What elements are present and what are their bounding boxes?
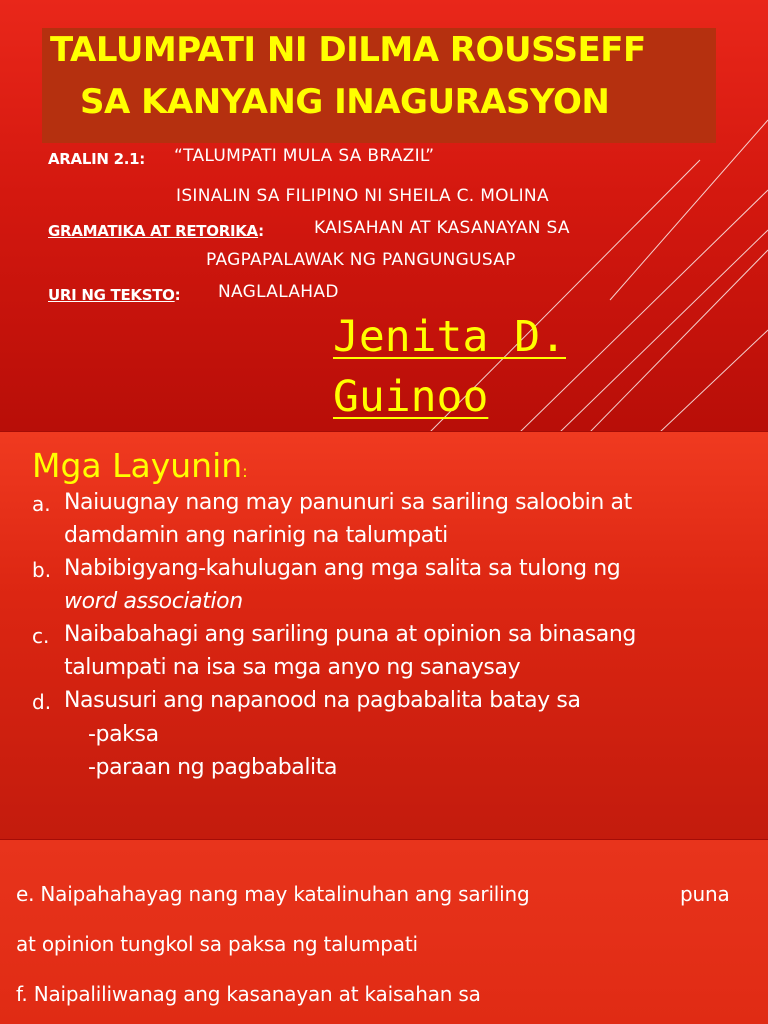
objective-marker-c: c.: [32, 624, 50, 648]
title-line-2: SA KANYANG INAGURASYON: [80, 82, 610, 122]
objective-b-line-2: word association: [64, 589, 243, 614]
objective-marker-a: a.: [32, 492, 51, 516]
translator-line: ISINALIN SA FILIPINO NI SHEILA C. MOLINA: [176, 186, 549, 206]
objective-a-line-1: Naiuugnay nang may panunuri sa sariling saloobin at: [64, 490, 632, 515]
objective-c-line-1: Naibabahagi ang sariling puna at opinion sa binasang: [64, 622, 636, 647]
uri-label: URI NG TEKSTO:: [48, 286, 181, 304]
objective-d-line-1: Nasusuri ang napanood na pagbabalita batay sa: [64, 688, 581, 713]
gramatika-value-line-1: KAISAHAN AT KASANAYAN SA: [314, 218, 570, 238]
aralin-label: ARALIN 2.1:: [48, 150, 145, 168]
objective-e-line-1: e. Naipahahayag nang may katalinuhan ang sariling: [16, 882, 530, 906]
aralin-value: “TALUMPATI MULA SA BRAZIL”: [174, 146, 435, 166]
objective-e-line-2: at opinion tungkol sa paksa ng talumpati: [16, 932, 418, 956]
objective-b-line-1: Nabibigyang-kahulugan ang mga salita sa tulong ng: [64, 556, 621, 581]
objectives-continued-slide: [0, 840, 768, 1024]
uri-value: NAGLALAHAD: [218, 282, 339, 302]
gramatika-label: GRAMATIKA AT RETORIKA:: [48, 222, 264, 240]
objectives-heading: Mga Layunin:: [32, 446, 248, 485]
objective-marker-b: b.: [32, 558, 52, 582]
title-slide: [0, 0, 768, 432]
objective-a-line-2: damdamin ang narinig na talumpati: [64, 523, 448, 548]
objective-e-line-1-end: puna: [680, 882, 730, 906]
title-line-1: TALUMPATI NI DILMA ROUSSEFF: [50, 30, 646, 70]
objective-marker-d: d.: [32, 690, 52, 714]
author-line-2: Guinoo: [333, 372, 489, 422]
gramatika-value-line-2: PAGPAPALAWAK NG PANGUNGUSAP: [206, 250, 516, 270]
author-line-1: Jenita D.: [333, 312, 566, 362]
objectives-slide: [0, 432, 768, 840]
objective-f-line-1: f. Naipaliliwanag ang kasanayan at kaisahan sa: [16, 982, 481, 1006]
sub-item-paksa: -paksa: [88, 722, 159, 747]
objective-c-line-2: talumpati na isa sa mga anyo ng sanaysay: [64, 655, 521, 680]
sub-item-paraan: -paraan ng pagbabalita: [88, 755, 338, 780]
